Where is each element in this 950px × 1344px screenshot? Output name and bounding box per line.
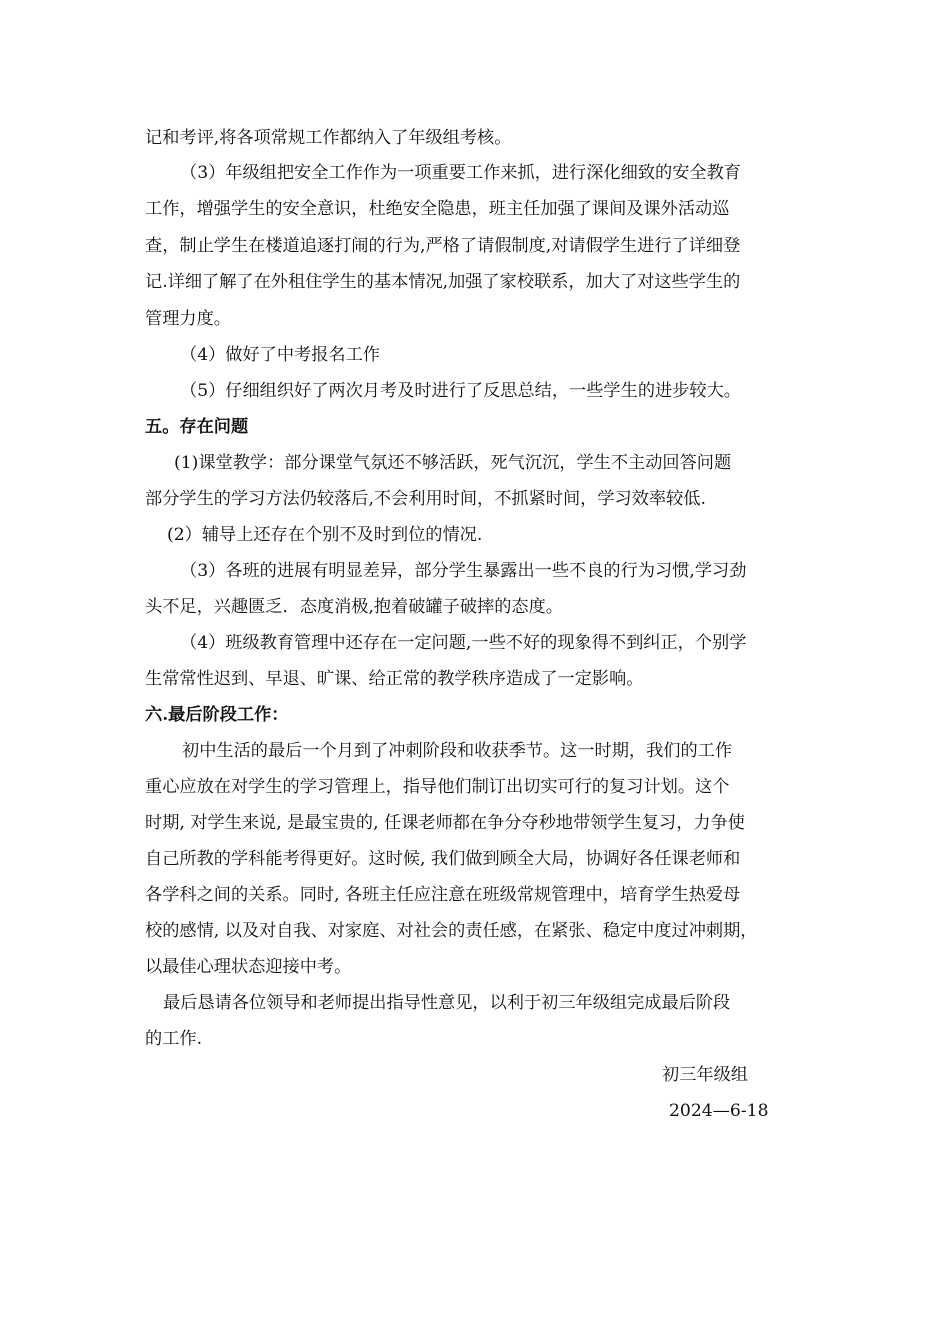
text-line: 生常常性迟到、早退、旷课、给正常的教学秩序造成了一定影响。	[145, 669, 644, 689]
text-line: 管理力度。	[145, 309, 231, 329]
text-line: (2）辅导上还存在个别不及时到位的情况.	[167, 525, 483, 545]
text-line: 时期, 对学生来说, 是最宝贵的, 任课老师都在争分夺秒地带领学生复习，力争使	[145, 813, 745, 833]
text-line: 最后恳请各位领导和老师提出指导性意见，以利于初三年级组完成最后阶段	[163, 993, 731, 1013]
text-line: 的工作.	[145, 1029, 203, 1049]
text-line: 各学科之间的关系。同时, 各班主任应注意在班级常规管理中，培育学生热爱母	[145, 885, 741, 905]
text-line: （4）班级教育管理中还存在一定问题,一些不好的现象得不到纠正，个别学	[180, 633, 747, 653]
text-line: （5）仔细组织好了两次月考及时进行了反思总结，一些学生的进步较大。	[180, 381, 741, 401]
text-line: 自己所教的学科能考得更好。这时候, 我们做到顾全大局，协调好各任课老师和	[145, 849, 741, 869]
text-line: （3）年级组把安全工作作为一项重要工作来抓，进行深化细致的安全教育	[180, 163, 741, 183]
text-line: 校的感情, 以及对自我、对家庭、对社会的责任感，在紧张、稳定中度过冲刺期，	[145, 921, 758, 941]
section-heading: 五。存在问题	[145, 417, 249, 437]
text-line: （3）各班的进展有明显差异，部分学生暴露出一些不良的行为习惯,学习劲	[180, 561, 747, 581]
text-line: 头不足，兴趣匮乏．态度消极,抱着破罐子破摔的态度。	[145, 597, 563, 617]
signature-org: 初三年级组	[662, 1065, 748, 1085]
text-line: 初中生活的最后一个月到了冲刺阶段和收获季节。这一时期，我们的工作	[182, 741, 733, 761]
text-line: 重心应放在对学生的学习管理上，指导他们制订出切实可行的复习计划。这个	[145, 777, 730, 797]
text-line: 工作，增强学生的安全意识，杜绝安全隐患，班主任加强了课间及课外活动巡	[145, 199, 730, 219]
text-line: (1)课堂教学：部分课堂气氛还不够活跃，死气沉沉，学生不主动回答问题	[174, 453, 732, 473]
section-heading: 六.最后阶段工作：	[145, 705, 289, 725]
text-line: 部分学生的学习方法仍较落后,不会利用时间，不抓紧时间，学习效率较低.	[145, 489, 706, 509]
text-line: 以最佳心理状态迎接中考。	[145, 957, 352, 977]
signature-date: 2024—6-18	[669, 1101, 769, 1121]
text-line: （4）做好了中考报名工作	[180, 345, 380, 365]
text-line: 记.详细了解了在外租住学生的基本情况,加强了家校联系，加大了对这些学生的	[145, 272, 741, 292]
text-line: 查，制止学生在楼道追逐打闹的行为,严格了请假制度,对请假学生进行了详细登	[145, 236, 741, 256]
text-line: 记和考评,将各项常规工作都纳入了年级组考核。	[145, 128, 512, 148]
